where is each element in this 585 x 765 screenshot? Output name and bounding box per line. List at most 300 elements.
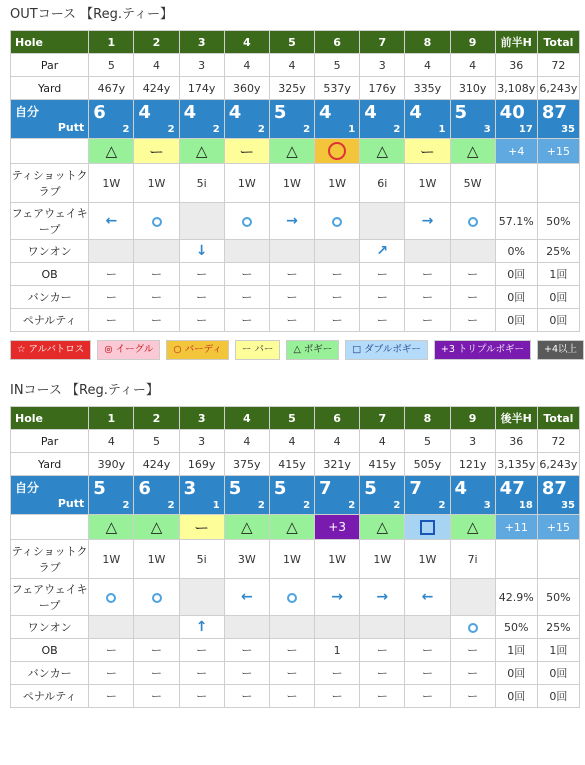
ob-row: [11, 639, 580, 662]
penalty-label: ペナルティ: [11, 309, 89, 332]
ob-value: ー: [269, 639, 314, 662]
stroke-count: 5: [93, 478, 106, 499]
yard-value: 505y: [405, 453, 450, 476]
right-arrow-icon: ↗: [376, 243, 389, 259]
my-score-row: [11, 100, 580, 139]
fairway-cell: [224, 579, 269, 616]
oneon-empty: [134, 240, 179, 263]
my-score-row: [11, 476, 580, 515]
ob-value: ー: [450, 639, 495, 662]
result-mark: [134, 139, 179, 164]
result-mark: [224, 515, 269, 540]
my-score-cell: [89, 100, 134, 139]
tee-club-value: [537, 540, 579, 579]
stroke-count: 5: [273, 102, 287, 123]
over-par-total: [537, 139, 579, 164]
putt-count: 2: [438, 500, 446, 511]
legend-double-bogey: □ ダブルボギー: [345, 340, 428, 360]
my-score-cell: [269, 476, 314, 515]
par-value: 4: [450, 54, 495, 77]
ob-value: ー: [224, 639, 269, 662]
stroke-count: 6: [138, 478, 151, 499]
stroke-count: 4: [409, 102, 422, 123]
penalty-value: ー: [179, 309, 224, 332]
fairway-rate: 57.1%: [495, 203, 537, 240]
stroke-count: 87: [541, 102, 567, 123]
ob-label: OB: [11, 639, 89, 662]
ob-value: 1回: [495, 639, 537, 662]
result-mark: [179, 515, 224, 540]
stroke-count: 40: [499, 102, 525, 123]
hit-target-icon: [468, 217, 478, 227]
fairway-rate: 50%: [537, 203, 579, 240]
ob-value: ー: [179, 263, 224, 286]
hit-target-icon: [152, 593, 162, 603]
penalty-value: 0回: [495, 685, 537, 708]
hit-target-icon: [287, 593, 297, 603]
penalty-value: ー: [315, 685, 360, 708]
oneon-cell: [360, 240, 405, 263]
yard-label: Yard: [11, 77, 89, 100]
oneon-empty: [134, 616, 179, 639]
yard-row: [11, 453, 580, 476]
par-value: 3: [360, 54, 405, 77]
penalty-row: [11, 309, 580, 332]
my-score-cell: [405, 476, 450, 515]
stroke-count: 5: [228, 478, 242, 499]
yard-value: 321y: [315, 453, 360, 476]
bunker-row: [11, 286, 580, 309]
putt-count: 2: [122, 124, 130, 135]
oneon-empty: [224, 616, 269, 639]
putt-count: 3: [483, 124, 491, 135]
fairway-cell: [315, 203, 360, 240]
hole-number: 前半H: [495, 31, 537, 54]
result-label-blank: [11, 139, 89, 164]
stroke-count: 7: [319, 478, 332, 499]
fairway-cell: [89, 203, 134, 240]
bunker-value: 0回: [537, 662, 579, 685]
bunker-value: ー: [179, 286, 224, 309]
bunker-value: ー: [134, 662, 179, 685]
tee-club-value: 3W: [224, 540, 269, 579]
result-mark: [89, 515, 134, 540]
stroke-count: 5: [273, 478, 287, 499]
tee-club-value: 1W: [405, 540, 450, 579]
putt-count: 2: [303, 124, 311, 135]
fairway-cell: [450, 203, 495, 240]
bunker-value: ー: [360, 286, 405, 309]
oneon-empty: [450, 240, 495, 263]
penalty-value: ー: [405, 309, 450, 332]
ob-value: ー: [360, 639, 405, 662]
hole-number: 2: [134, 407, 179, 430]
fairway-empty: [450, 579, 495, 616]
result-legend: [10, 340, 585, 360]
ob-value: 0回: [495, 263, 537, 286]
fairway-row: [11, 579, 580, 616]
par-value: 5: [315, 54, 360, 77]
hole-number: 8: [405, 407, 450, 430]
bunker-value: ー: [224, 286, 269, 309]
result-symbol: △: [286, 142, 298, 160]
ob-value: ー: [360, 263, 405, 286]
par-value: 72: [537, 54, 579, 77]
bunker-value: 0回: [537, 286, 579, 309]
bunker-value: ー: [315, 286, 360, 309]
putt-count: 2: [167, 500, 175, 511]
par-row: [11, 54, 580, 77]
yard-value: 424y: [134, 77, 179, 100]
tee-club-value: 1W: [315, 540, 360, 579]
oneon-label: ワンオン: [11, 616, 89, 639]
oneon-empty: [315, 240, 360, 263]
yard-value: 6,243y: [537, 453, 579, 476]
putt-count: 18: [518, 500, 533, 511]
penalty-value: ー: [179, 685, 224, 708]
tee-club-value: 1W: [134, 540, 179, 579]
bunker-value: ー: [224, 662, 269, 685]
oneon-empty: [89, 240, 134, 263]
slice-right-arrow-icon: →: [286, 213, 298, 229]
stroke-count: 5: [454, 102, 468, 123]
tee-club-value: 5i: [179, 164, 224, 203]
yard-value: 3,108y: [495, 77, 537, 100]
my-score-cell: [224, 476, 269, 515]
ob-value: ー: [450, 263, 495, 286]
result-symbol: ー: [239, 142, 255, 161]
par-value: 4: [360, 430, 405, 453]
oneon-empty: [224, 240, 269, 263]
penalty-value: ー: [269, 685, 314, 708]
over-par-value: +4: [508, 144, 525, 158]
over-par-value: +15: [546, 520, 571, 534]
result-row: [11, 139, 580, 164]
stroke-count: 47: [499, 478, 525, 499]
penalty-value: 0回: [537, 309, 579, 332]
putt-count: 1: [438, 124, 446, 135]
tee-club-value: 5W: [450, 164, 495, 203]
stroke-count: 4: [319, 102, 332, 123]
over-par-total: [537, 515, 579, 540]
hole-header: Hole: [11, 407, 89, 430]
oneon-empty: [405, 240, 450, 263]
putt-count: 2: [393, 124, 401, 135]
hit-target-icon: [106, 593, 116, 603]
hole-number: 3: [179, 407, 224, 430]
penalty-value: ー: [315, 309, 360, 332]
bunker-label: バンカー: [11, 286, 89, 309]
par-value: 4: [134, 54, 179, 77]
fairway-empty: [179, 203, 224, 240]
hit-target-icon: [332, 217, 342, 227]
fairway-rate: 42.9%: [495, 579, 537, 616]
penalty-value: ー: [450, 309, 495, 332]
result-mark: [315, 515, 360, 540]
bunker-value: ー: [89, 662, 134, 685]
ob-value: ー: [405, 263, 450, 286]
ob-value: ー: [89, 263, 134, 286]
putt-count: 2: [257, 500, 265, 511]
slice-right-arrow-icon: →: [421, 213, 434, 229]
putt-count: 2: [212, 124, 220, 135]
tee-club-value: 1W: [224, 164, 269, 203]
result-mark: [269, 515, 314, 540]
result-symbol: +3: [328, 520, 346, 534]
par-value: 3: [179, 430, 224, 453]
oneon-rate: 25%: [537, 616, 579, 639]
result-mark: [405, 515, 450, 540]
result-mark: [360, 139, 405, 164]
result-mark: [224, 139, 269, 164]
over-par-total: [495, 515, 537, 540]
putt-count: 1: [348, 124, 356, 135]
hit-target-icon: [152, 217, 162, 227]
out-scorecard: [10, 30, 580, 332]
par-value: 3: [450, 430, 495, 453]
result-row: [11, 515, 580, 540]
par-value: 4: [315, 430, 360, 453]
my-score-cell: [495, 100, 537, 139]
par-value: 5: [405, 430, 450, 453]
tee-club-value: 1W: [89, 164, 134, 203]
fairway-cell: [134, 203, 179, 240]
yard-value: 6,243y: [537, 77, 579, 100]
hole-number: 4: [224, 31, 269, 54]
oneon-cell: [450, 616, 495, 639]
fairway-cell: [269, 203, 314, 240]
bunker-value: ー: [360, 662, 405, 685]
putt-count: 2: [122, 500, 130, 511]
fairway-cell: [89, 579, 134, 616]
penalty-value: ー: [224, 309, 269, 332]
par-value: 4: [405, 54, 450, 77]
yard-value: 325y: [269, 77, 314, 100]
hole-number: 7: [360, 31, 405, 54]
hook-left-arrow-icon: ←: [421, 589, 434, 605]
oneon-row: [11, 240, 580, 263]
bunker-row: [11, 662, 580, 685]
fairway-label: フェアウェイキープ: [11, 579, 89, 616]
penalty-value: ー: [269, 309, 314, 332]
result-label-blank: [11, 515, 89, 540]
yard-value: 415y: [360, 453, 405, 476]
my-score-cell: [495, 476, 537, 515]
par-value: 5: [134, 430, 179, 453]
stroke-count: 4: [364, 102, 377, 123]
penalty-value: ー: [360, 685, 405, 708]
yard-value: 3,135y: [495, 453, 537, 476]
bunker-label: バンカー: [11, 662, 89, 685]
bunker-value: ー: [450, 662, 495, 685]
putt-count: 2: [303, 500, 311, 511]
hole-number: 7: [360, 407, 405, 430]
result-symbol: △: [376, 518, 389, 536]
fairway-cell: [315, 579, 360, 616]
legend-par: ー パー: [235, 340, 281, 360]
double-bogey-square-icon: [420, 520, 435, 535]
hook-left-arrow-icon: ←: [105, 213, 118, 229]
result-mark: [360, 515, 405, 540]
tee-shot-club-row: [11, 164, 580, 203]
stroke-count: 4: [228, 102, 242, 123]
ob-value: ー: [134, 263, 179, 286]
par-value: 3: [179, 54, 224, 77]
penalty-label: ペナルティ: [11, 685, 89, 708]
yard-value: 424y: [134, 453, 179, 476]
putt-count: 2: [167, 124, 175, 135]
oneon-empty: [360, 616, 405, 639]
penalty-value: ー: [134, 685, 179, 708]
par-value: 5: [89, 54, 134, 77]
tee-shot-club-row: [11, 540, 580, 579]
legend-eagle: ◎ イーグル: [97, 340, 160, 360]
stroke-count: 4: [138, 102, 151, 123]
ob-value: 1: [315, 639, 360, 662]
result-symbol: ー: [194, 518, 210, 537]
stroke-count: 7: [409, 478, 422, 499]
birdie-circle-icon: [328, 142, 346, 160]
tee-club-value: 1W: [134, 164, 179, 203]
penalty-value: ー: [405, 685, 450, 708]
oneon-row: [11, 616, 580, 639]
stroke-count: 6: [93, 102, 106, 123]
hook-left-arrow-icon: ←: [240, 589, 253, 605]
legend-albatross: ☆ アルバトロス: [10, 340, 91, 360]
my-score-cell: [360, 100, 405, 139]
bunker-value: ー: [405, 662, 450, 685]
oneon-empty: [269, 240, 314, 263]
yard-value: 310y: [450, 77, 495, 100]
oneon-empty: [315, 616, 360, 639]
oneon-rate: 0%: [495, 240, 537, 263]
penalty-value: ー: [89, 685, 134, 708]
in-course-title: INコース 【Reg.ティー】: [10, 383, 159, 398]
par-row: [11, 430, 580, 453]
tee-club-value: [495, 164, 537, 203]
tee-club-value: 7i: [450, 540, 495, 579]
hole-number: 9: [450, 407, 495, 430]
yard-value: 335y: [405, 77, 450, 100]
my-score-label-cell: [11, 476, 89, 515]
fairway-cell: [405, 579, 450, 616]
par-label: Par: [11, 430, 89, 453]
par-label: Par: [11, 54, 89, 77]
result-mark: [89, 139, 134, 164]
result-symbol: △: [195, 142, 208, 160]
yard-value: 375y: [224, 453, 269, 476]
tee-club-value: 6i: [360, 164, 405, 203]
my-score-cell: [315, 100, 360, 139]
hole-number: 4: [224, 407, 269, 430]
putt-label: Putt: [57, 497, 85, 510]
stroke-count: 4: [183, 102, 197, 123]
ob-value: ー: [89, 639, 134, 662]
my-score-cell: [537, 476, 579, 515]
hole-number: Total: [537, 31, 579, 54]
penalty-value: ー: [89, 309, 134, 332]
my-score-label: 自分: [15, 481, 40, 495]
ob-value: ー: [269, 263, 314, 286]
par-value: 72: [537, 430, 579, 453]
yard-value: 467y: [89, 77, 134, 100]
bunker-value: ー: [315, 662, 360, 685]
yard-value: 360y: [224, 77, 269, 100]
bunker-value: ー: [450, 286, 495, 309]
hit-target-icon: [468, 623, 478, 633]
putt-count: 2: [257, 124, 265, 135]
putt-count: 35: [561, 124, 575, 135]
result-symbol: △: [286, 518, 298, 536]
tee-club-value: 5i: [179, 540, 224, 579]
over-par-value: +11: [504, 520, 528, 534]
yard-value: 537y: [315, 77, 360, 100]
my-score-cell: [224, 100, 269, 139]
bunker-value: 0回: [495, 662, 537, 685]
result-symbol: △: [466, 518, 479, 536]
in-course-section: [0, 376, 585, 708]
oneon-empty: [405, 616, 450, 639]
ob-value: ー: [179, 639, 224, 662]
my-score-label-cell: [11, 100, 89, 139]
over-par-value: +15: [546, 144, 571, 158]
hole-number: 5: [269, 407, 314, 430]
ob-row: [11, 263, 580, 286]
fairway-row: [11, 203, 580, 240]
par-value: 36: [495, 430, 537, 453]
oneon-empty: [89, 616, 134, 639]
result-mark: [179, 139, 224, 164]
result-symbol: △: [241, 518, 253, 536]
fairway-cell: [224, 203, 269, 240]
oneon-empty: [269, 616, 314, 639]
header-row: [11, 31, 580, 54]
ob-value: 1回: [537, 639, 579, 662]
tee-club-value: 1W: [269, 540, 314, 579]
hole-number: Total: [537, 407, 579, 430]
my-score-cell: [269, 100, 314, 139]
my-score-cell: [450, 476, 495, 515]
my-score-cell: [537, 100, 579, 139]
hole-number: 後半H: [495, 407, 537, 430]
result-symbol: ー: [419, 142, 435, 161]
ob-value: 1回: [537, 263, 579, 286]
putt-count: 1: [212, 500, 220, 511]
result-symbol: △: [376, 142, 389, 160]
out-course-section: [0, 0, 585, 332]
my-score-cell: [134, 100, 179, 139]
penalty-row: [11, 685, 580, 708]
fairway-cell: [134, 579, 179, 616]
fairway-cell: [360, 579, 405, 616]
header-row: [11, 407, 580, 430]
hole-number: 5: [269, 31, 314, 54]
my-score-cell: [89, 476, 134, 515]
legend-triple-bogey: +3 トリプルボギー: [434, 340, 531, 360]
putt-label: Putt: [57, 121, 85, 134]
fairway-label: フェアウェイキープ: [11, 203, 89, 240]
hole-number: 9: [450, 31, 495, 54]
hole-number: 3: [179, 31, 224, 54]
yard-label: Yard: [11, 453, 89, 476]
yard-value: 415y: [269, 453, 314, 476]
oneon-cell: [179, 616, 224, 639]
yard-value: 174y: [179, 77, 224, 100]
hole-number: 2: [134, 31, 179, 54]
my-score-cell: [360, 476, 405, 515]
result-mark: [134, 515, 179, 540]
tee-club-value: 1W: [315, 164, 360, 203]
